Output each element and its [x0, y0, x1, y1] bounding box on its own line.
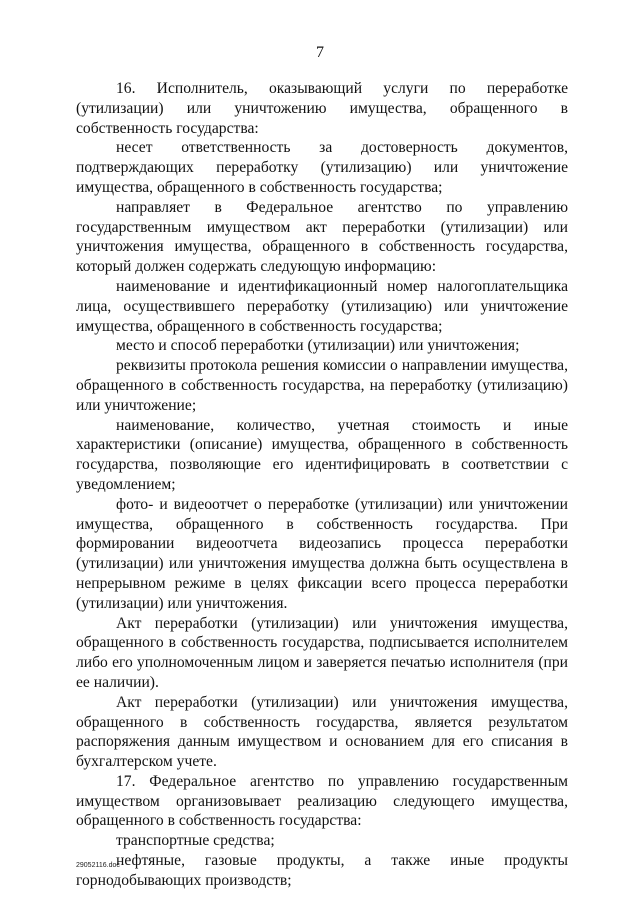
paragraph-16: 16. Исполнитель, оказывающий услуги по переработке (утилизации) или уничтожению имущества, обращенного в собственность государства:	[76, 80, 568, 137]
paragraph-taxpayer-name: наименование и идентификационный номер налогоплательщика лица, осуществившего переработку (утилизацию) или уничтожение имущества, обращенного в собственность государства;	[76, 277, 568, 335]
paragraph-act-signing: Акт переработки (утилизации) или уничтожения имущества, обращенного в собственность государства, подписывается исполнителем либо его уполномоченным лицом и заверяется печатью исполнителя (при ее наличии).	[76, 614, 568, 691]
paragraph-oil-gas-products: нефтяные, газовые продукты, а также иные продукты горнодобывающих производств;	[76, 852, 568, 889]
paragraph-responsibility: несет ответственность за достоверность документов, подтверждающих переработку (утилизацию) или уничтожение имущества, обращенного в собственность государства;	[76, 139, 568, 196]
paragraph-vehicles: транспортные средства;	[116, 832, 275, 850]
file-name-footer: 29052116.doc	[76, 862, 120, 869]
paragraph-sends-act: направляет в Федеральное агентство по управлению государственным имуществом акт переработки (утилизации) или уничтожения имущества, обращенного в собственность государства, который должен содержать следующую информацию:	[76, 198, 568, 276]
document-body	[76, 79, 568, 891]
paragraph-protocol-details: реквизиты протокола решения комиссии о направлении имущества, обращенного в собственность государства, на переработку (утилизацию) или уничтожение;	[76, 357, 568, 414]
paragraph-photo-video-report: фото- и видеоотчет о переработке (утилизации) или уничтожении имущества, обращенного в собственность государства. При формировании видеоотчета видеозапись процесса переработки (утилизации) или уничтожения имущества должна быть осуществлена в непрерывном режиме в целях фиксации всего процесса переработки (утилизации) или уничтожения.	[76, 495, 568, 612]
paragraph-place-method: место и способ переработки (утилизации) или уничтожения;	[116, 337, 520, 355]
paragraph-17: 17. Федеральное агентство по управлению государственным имуществом организовывает реализацию следующего имущества, обращенного в собственность государства:	[76, 772, 568, 830]
paragraph-act-result: Акт переработки (утилизации) или уничтожения имущества, обращенного в собственность государства, является результатом распоряжения данным имуществом и основанием для его списания в бухгалтерском учете.	[76, 693, 568, 771]
paragraph-property-characteristics: наименование, количество, учетная стоимость и иные характеристики (описание) имущества, обращенного в собственность государства, позволяющие его идентифицировать в соответствии с уведомлением;	[76, 416, 568, 493]
page-number: 7	[316, 44, 324, 61]
